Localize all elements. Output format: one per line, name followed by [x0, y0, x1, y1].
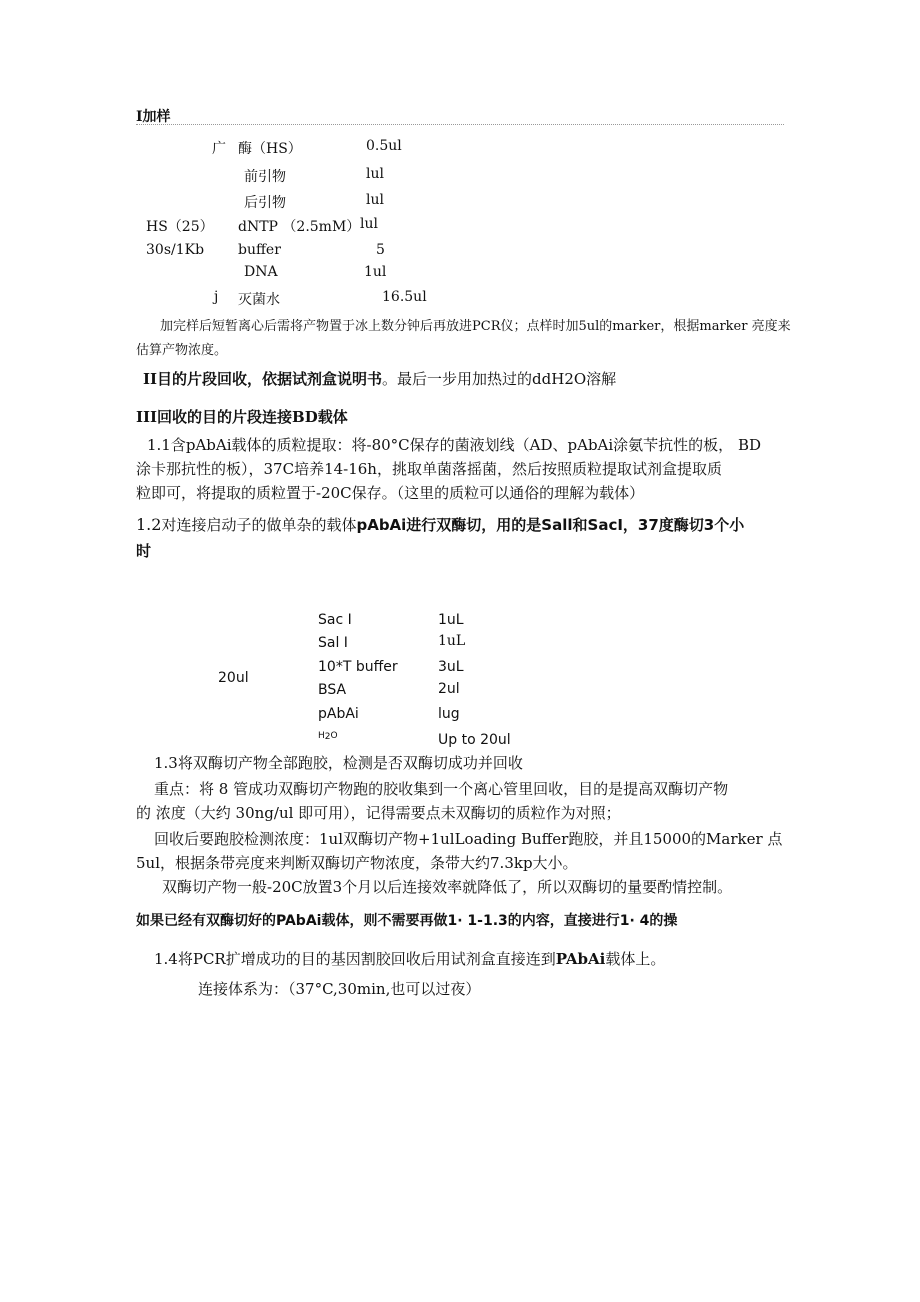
reagent-name: 灭菌水 [238, 292, 280, 308]
reagent-name: 前引物 [244, 169, 286, 185]
reagent-name: DNA [244, 264, 278, 280]
reagent-amount: lul [360, 216, 378, 232]
step-1-2-cont: 时 [136, 542, 152, 560]
extension-time-label: 30s/1Kb [146, 242, 205, 258]
bracket-mark-bottom: j [214, 289, 219, 305]
digest-reagent-water [318, 731, 338, 747]
section-1-heading: I加样 [136, 109, 171, 125]
digest-total-volume: 20ul [218, 670, 249, 686]
step-1-1-cont: 涂卡那抗性的板），37C培养14-16h，挑取单菌落摇菌，然后按照质粒提取试剂盒提取质 [136, 460, 722, 478]
section-1-note: 加完样后短暂离心后需将产物置于冰上数分钟后再放进PCR仪；点样时加5ul的marker，根据marker 亮度来 [160, 319, 791, 334]
gel-check: 回收后要跑胶检测浓度：1ul双酶切产物+1ulLoading Buffer跑胶，并且15000的Marker 点 [154, 830, 783, 848]
step-1-4-text: 1.4将PCR扩增成功的目的基因割胶回收后用试剂盒直接连到 [154, 950, 556, 968]
digest-reagent: Sal I [318, 635, 348, 651]
digest-amount: 2ul [438, 681, 460, 697]
reagent-amount: 16.5ul [382, 289, 427, 305]
digest-reagent: BSA [318, 682, 347, 698]
section-2-heading-bold: II目的片段回收，依据试剂盒说明书 [143, 370, 383, 388]
section-2-heading-rest: 。最后一步用加热过的ddH2O溶解 [382, 370, 617, 388]
step-1-2 [136, 514, 744, 535]
key-point: 重点：将 8 管成功双酶切产物跑的胶收集到一个离心管里回收，目的是提高双酶切产物 [154, 780, 729, 798]
key-point-cont: 的 浓度（大约 30ng/ul 即可用），记得需要点未双酶切的质粒作为对照； [136, 804, 621, 822]
section-3-heading: III回收的目的片段连接BD载体 [136, 408, 348, 426]
digest-amount: 1uL [438, 633, 466, 649]
water-sub: 2 [324, 732, 331, 742]
reagent-amount: lul [366, 192, 384, 208]
reagent-amount: 1ul [364, 264, 387, 280]
step-1-2-text-bold: pAbAi进行双酶切，用的是Sall和SacI，37度酶切3个小 [356, 516, 745, 534]
water-h: H [318, 731, 325, 741]
step-1-4-bold: PAbAi [555, 950, 606, 968]
bracket-mark-top: 广 [212, 141, 226, 157]
digest-amount: 3uL [438, 659, 464, 675]
digest-amount: Up to 20ul [438, 732, 511, 748]
storage-note: 双酶切产物一般-20C放置3个月以后连接效率就降低了，所以双酶切的量要酌情控制。 [162, 878, 733, 896]
step-1-4-text-end: 载体上。 [605, 950, 666, 968]
section-1-note-cont: 估算产物浓度。 [136, 343, 228, 358]
step-1-3: 1.3将双酶切产物全部跑胶，检测是否双酶切成功并回收 [154, 754, 523, 772]
water-o: O [330, 731, 338, 741]
reagent-name: buffer [238, 242, 281, 258]
section-2-heading [143, 368, 616, 389]
reagent-name: 后引物 [244, 195, 286, 211]
pcr-system-label: HS（25） [146, 219, 214, 235]
digest-reagent: pAbAi [318, 706, 359, 722]
digest-amount: 1uL [438, 612, 464, 628]
ligation-system: 连接体系为：（37°C,30min,也可以过夜） [198, 980, 481, 998]
step-1-1-cont: 粒即可，将提取的质粒置于-20C保存。（这里的质粒可以通俗的理解为载体） [136, 484, 645, 502]
step-1-4 [154, 948, 665, 969]
reagent-amount: 5 [376, 242, 385, 258]
step-1-2-number: 1.2 [136, 515, 162, 534]
step-1-1: 1.1含pAbAi载体的质粒提取：将-80°C保存的菌液划线（AD、pAbAi涂氨苄抗性的板， BD [147, 436, 761, 454]
gel-check-cont: 5ul，根据条带亮度来判断双酶切产物浓度，条带大约7.3kp大小。 [136, 854, 578, 872]
skip-note: 如果已经有双酶切好的PAbAi载体，则不需要再做1· 1-1.3的内容，直接进行1· 4的操 [136, 913, 678, 929]
reagent-name: 酶（HS） [238, 141, 302, 157]
reagent-amount: lul [366, 166, 384, 182]
heading-divider [136, 124, 784, 125]
digest-reagent: Sac I [318, 612, 352, 628]
digest-reagent: 10*T buffer [318, 659, 398, 675]
reagent-name: dNTP （2.5mM） [238, 219, 361, 235]
digest-amount: lug [438, 706, 460, 722]
step-1-2-text: 对连接启动子的做单杂的载体 [161, 516, 357, 534]
reagent-amount: 0.5ul [366, 138, 402, 154]
